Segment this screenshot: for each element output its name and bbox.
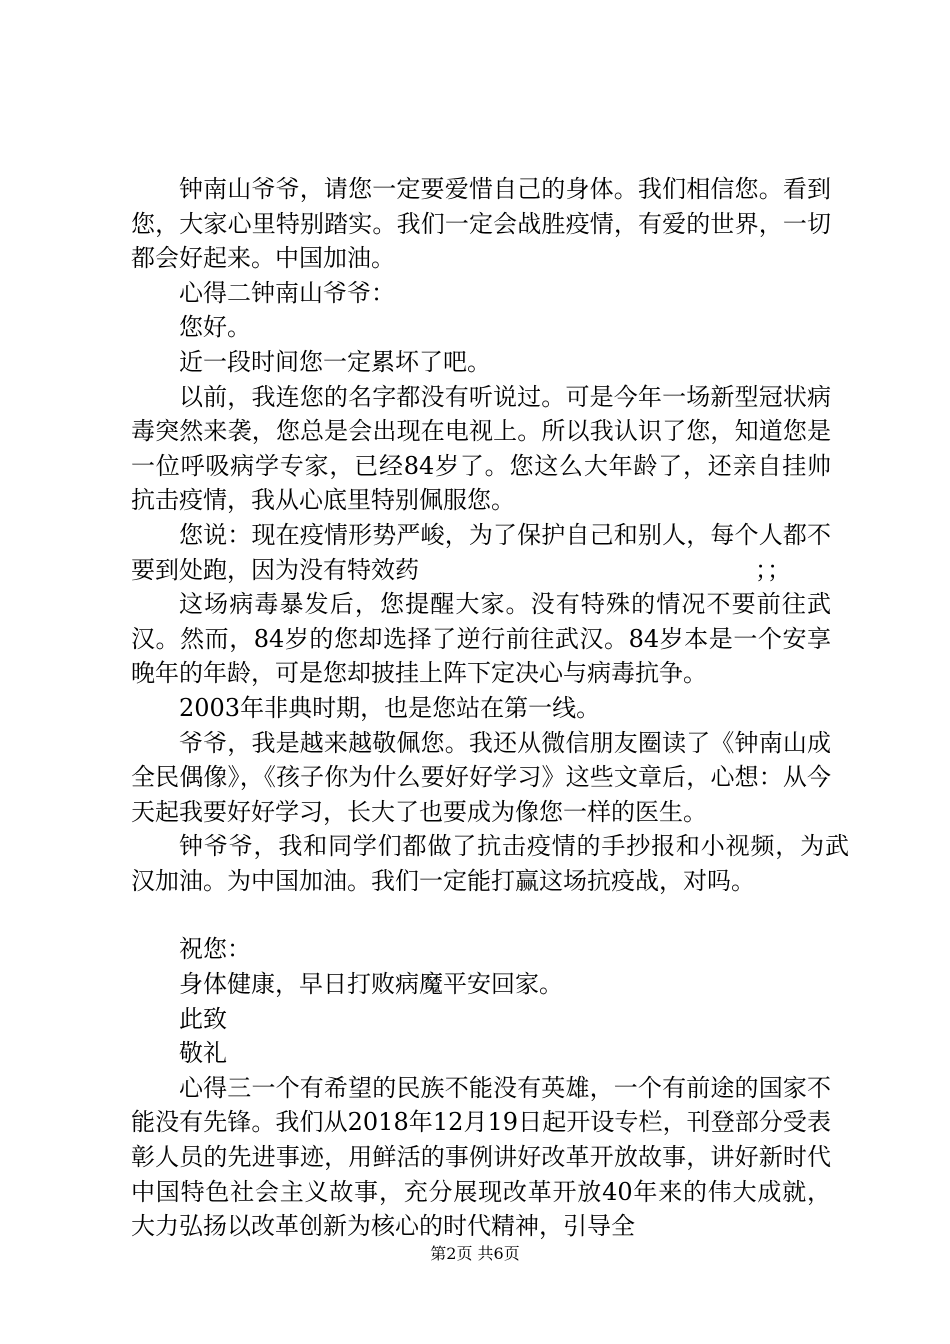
paragraph-admiration: 爷爷，我是越来越敬佩您。我还从微信朋友圈读了《钟南山成全民偶像》，《孩子你为什么要好好学习》这些文章后，心想：从今天起我要好好学习，长大了也要成为像您一样的医生。: [131, 728, 831, 826]
paragraph-greeting: 您好。: [179, 313, 251, 342]
paragraph-advice: 您说：现在疫情形势严峻，为了保护自己和别人，每个人都不要到处跑，因为没有特效药 ；；: [131, 520, 831, 584]
paragraph-classmates: 钟爷爷，我和同学们都做了抗击疫情的手抄报和小视频，为武汉加油。为中国加油。我们一定能打赢这场抗疫战，对吗。: [131, 832, 849, 895]
paragraph-introduction: 以前，我连您的名字都没有听说过。可是今年一场新型冠状病毒突然来袭，您总是会出现在电视上。所以我认识了您，知道您是一位呼吸病学专家，已经84岁了。您这么大年龄了，还亲自挂帅抗击疫情，我从心底里特别佩服您。: [131, 382, 831, 515]
paragraph-wish: 身体健康，早日打败病魔平安回家。: [179, 970, 563, 999]
paragraph-gap: [131, 898, 831, 932]
paragraph-heading-3: 心得三一个有希望的民族不能没有英雄，一个有前途的国家不能没有先锋。我们从2018年12月19日起开设专栏，刊登部分受表彰人员的先进事迹，用鲜活的事例讲好改革开放故事，讲好新时代中国特色社会主义故事，充分展现改革开放40年来的伟大成就，大力弘扬以改革创新为核心的时代精神，引导全: [131, 1073, 831, 1241]
document-body: [131, 172, 849, 1244]
page-number-footer: 第2页 共6页: [430, 1244, 520, 1263]
paragraph-tired: 近一段时间您一定累坏了吧。: [179, 347, 491, 376]
paragraph-sars: 2003年非典时期，也是您站在第一线。: [179, 693, 601, 722]
paragraph-regards: 敬礼: [179, 1039, 227, 1068]
paragraph-heading-2: 心得二钟南山爷爷：: [179, 278, 395, 307]
paragraph-wish-label: 祝您：: [179, 935, 251, 964]
paragraph-salutation: 此致: [179, 1004, 227, 1033]
paragraph-wuhan: 这场病毒暴发后，您提醒大家。没有特殊的情况不要前往武汉。然而，84岁的您却选择了逆行前往武汉。84岁本是一个安享晚年的年龄，可是您却披挂上阵下定决心与病毒抗争。: [131, 590, 831, 688]
paragraph-closing-wish: 钟南山爷爷，请您一定要爱惜自己的身体。我们相信您。看到您，大家心里特别踏实。我们一定会战胜疫情，有爱的世界，一切都会好起来。中国加油。: [131, 175, 831, 273]
